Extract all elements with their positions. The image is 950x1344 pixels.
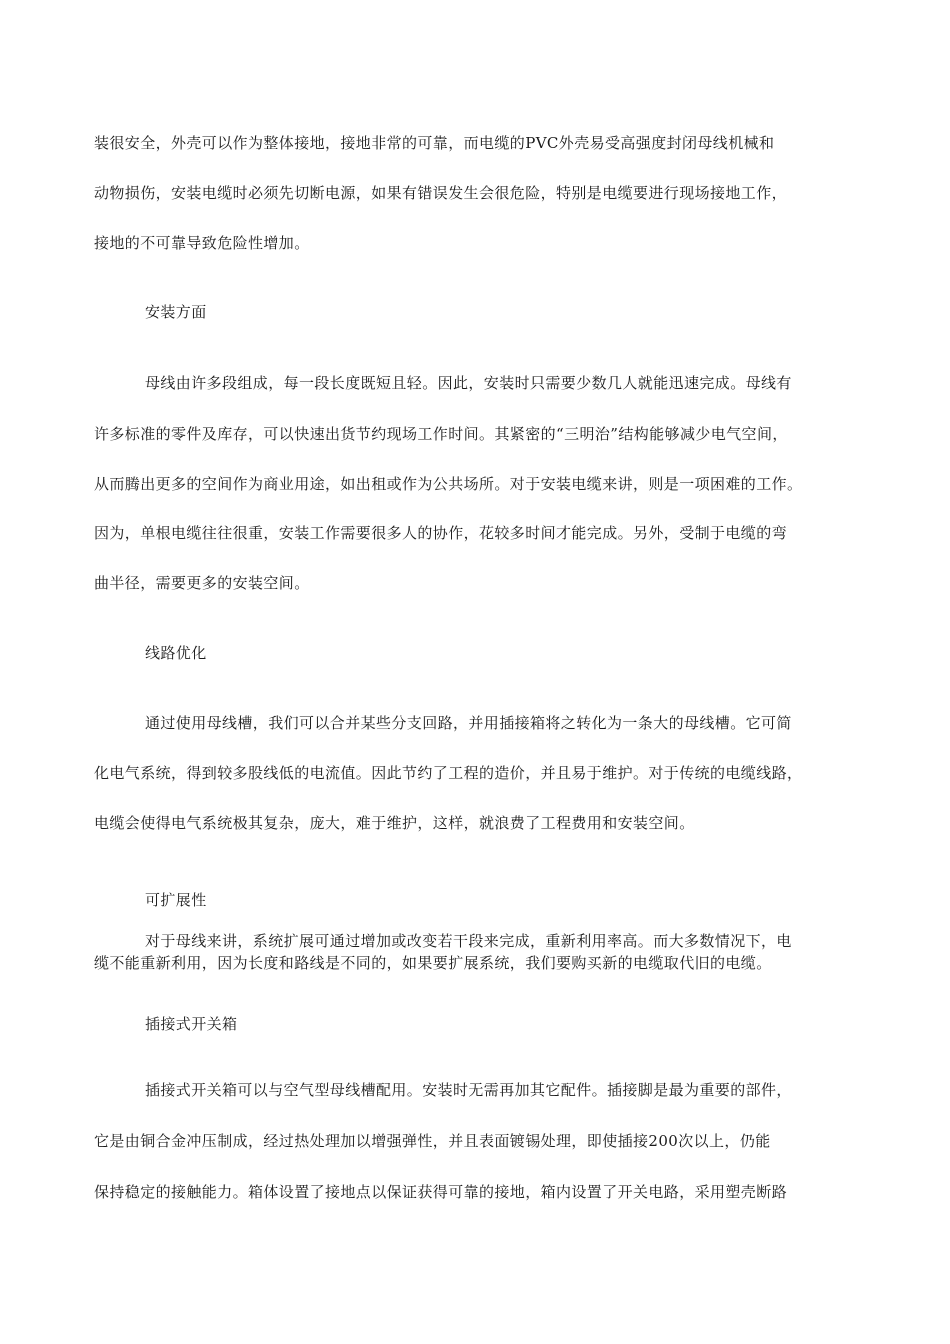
paragraph-line: 保持稳定的接触能力。箱体设置了接地点以保证获得可靠的接地，箱内设置了开关电路，采用塑壳断路 xyxy=(94,1183,788,1201)
paragraph-line: 电缆会使得电气系统极其复杂，庞大，难于维护，这样，就浪费了工程费用和安装空间。 xyxy=(94,814,695,832)
section-heading-switchbox: 插接式开关箱 xyxy=(145,1015,238,1033)
paragraph-line: 接地的不可靠导致危险性增加。 xyxy=(94,234,310,252)
paragraph-line: 它是由铜合金冲压制成，经过热处理加以增强弹性，并且表面镀锡处理，即使插接200次以上，仍能 xyxy=(94,1132,771,1150)
section-heading-install: 安装方面 xyxy=(145,303,207,321)
paragraph-line: 化电气系统，得到较多股线低的电流值。因此节约了工程的造价，并且易于维护。对于传统的电缆线路， xyxy=(94,764,803,782)
paragraph-line: 插接式开关箱可以与空气型母线槽配用。安装时无需再加其它配件。插接脚是最为重要的部件， xyxy=(145,1081,792,1099)
section-heading-expand: 可扩展性 xyxy=(145,891,207,909)
section-heading-route: 线路优化 xyxy=(145,644,207,662)
paragraph-line: 因为，单根电缆往往很重，安装工作需要很多人的协作，花较多时间才能完成。另外，受制于电缆的弯 xyxy=(94,524,788,542)
paragraph-line: 对于母线来讲，系统扩展可通过增加或改变若干段来完成，重新利用率高。而大多数情况下，电 xyxy=(145,932,792,950)
paragraph-line: 从而腾出更多的空间作为商业用途，如出租或作为公共场所。对于安装电缆来讲，则是一项困难的工作。 xyxy=(94,475,803,493)
paragraph-line: 许多标准的零件及库存，可以快速出货节约现场工作时间。其紧密的“三明治”结构能够减少电气空间， xyxy=(94,425,788,443)
paragraph-line: 装很安全，外壳可以作为整体接地，接地非常的可靠，而电缆的PVC外壳易受高强度封闭母线机械和 xyxy=(94,134,775,152)
paragraph-line: 动物损伤，安装电缆时必须先切断电源，如果有错误发生会很危险，特别是电缆要进行现场接地工作， xyxy=(94,184,788,202)
paragraph-line: 曲半径，需要更多的安装空间。 xyxy=(94,574,310,592)
paragraph-line: 母线由许多段组成，每一段长度既短且轻。因此，安装时只需要少数几人就能迅速完成。母线有 xyxy=(145,374,792,392)
paragraph-line: 缆不能重新利用，因为长度和路线是不同的，如果要扩展系统，我们要购买新的电缆取代旧的电缆。 xyxy=(94,954,772,972)
paragraph-line: 通过使用母线槽，我们可以合并某些分支回路，并用插接箱将之转化为一条大的母线槽。它可简 xyxy=(145,714,792,732)
